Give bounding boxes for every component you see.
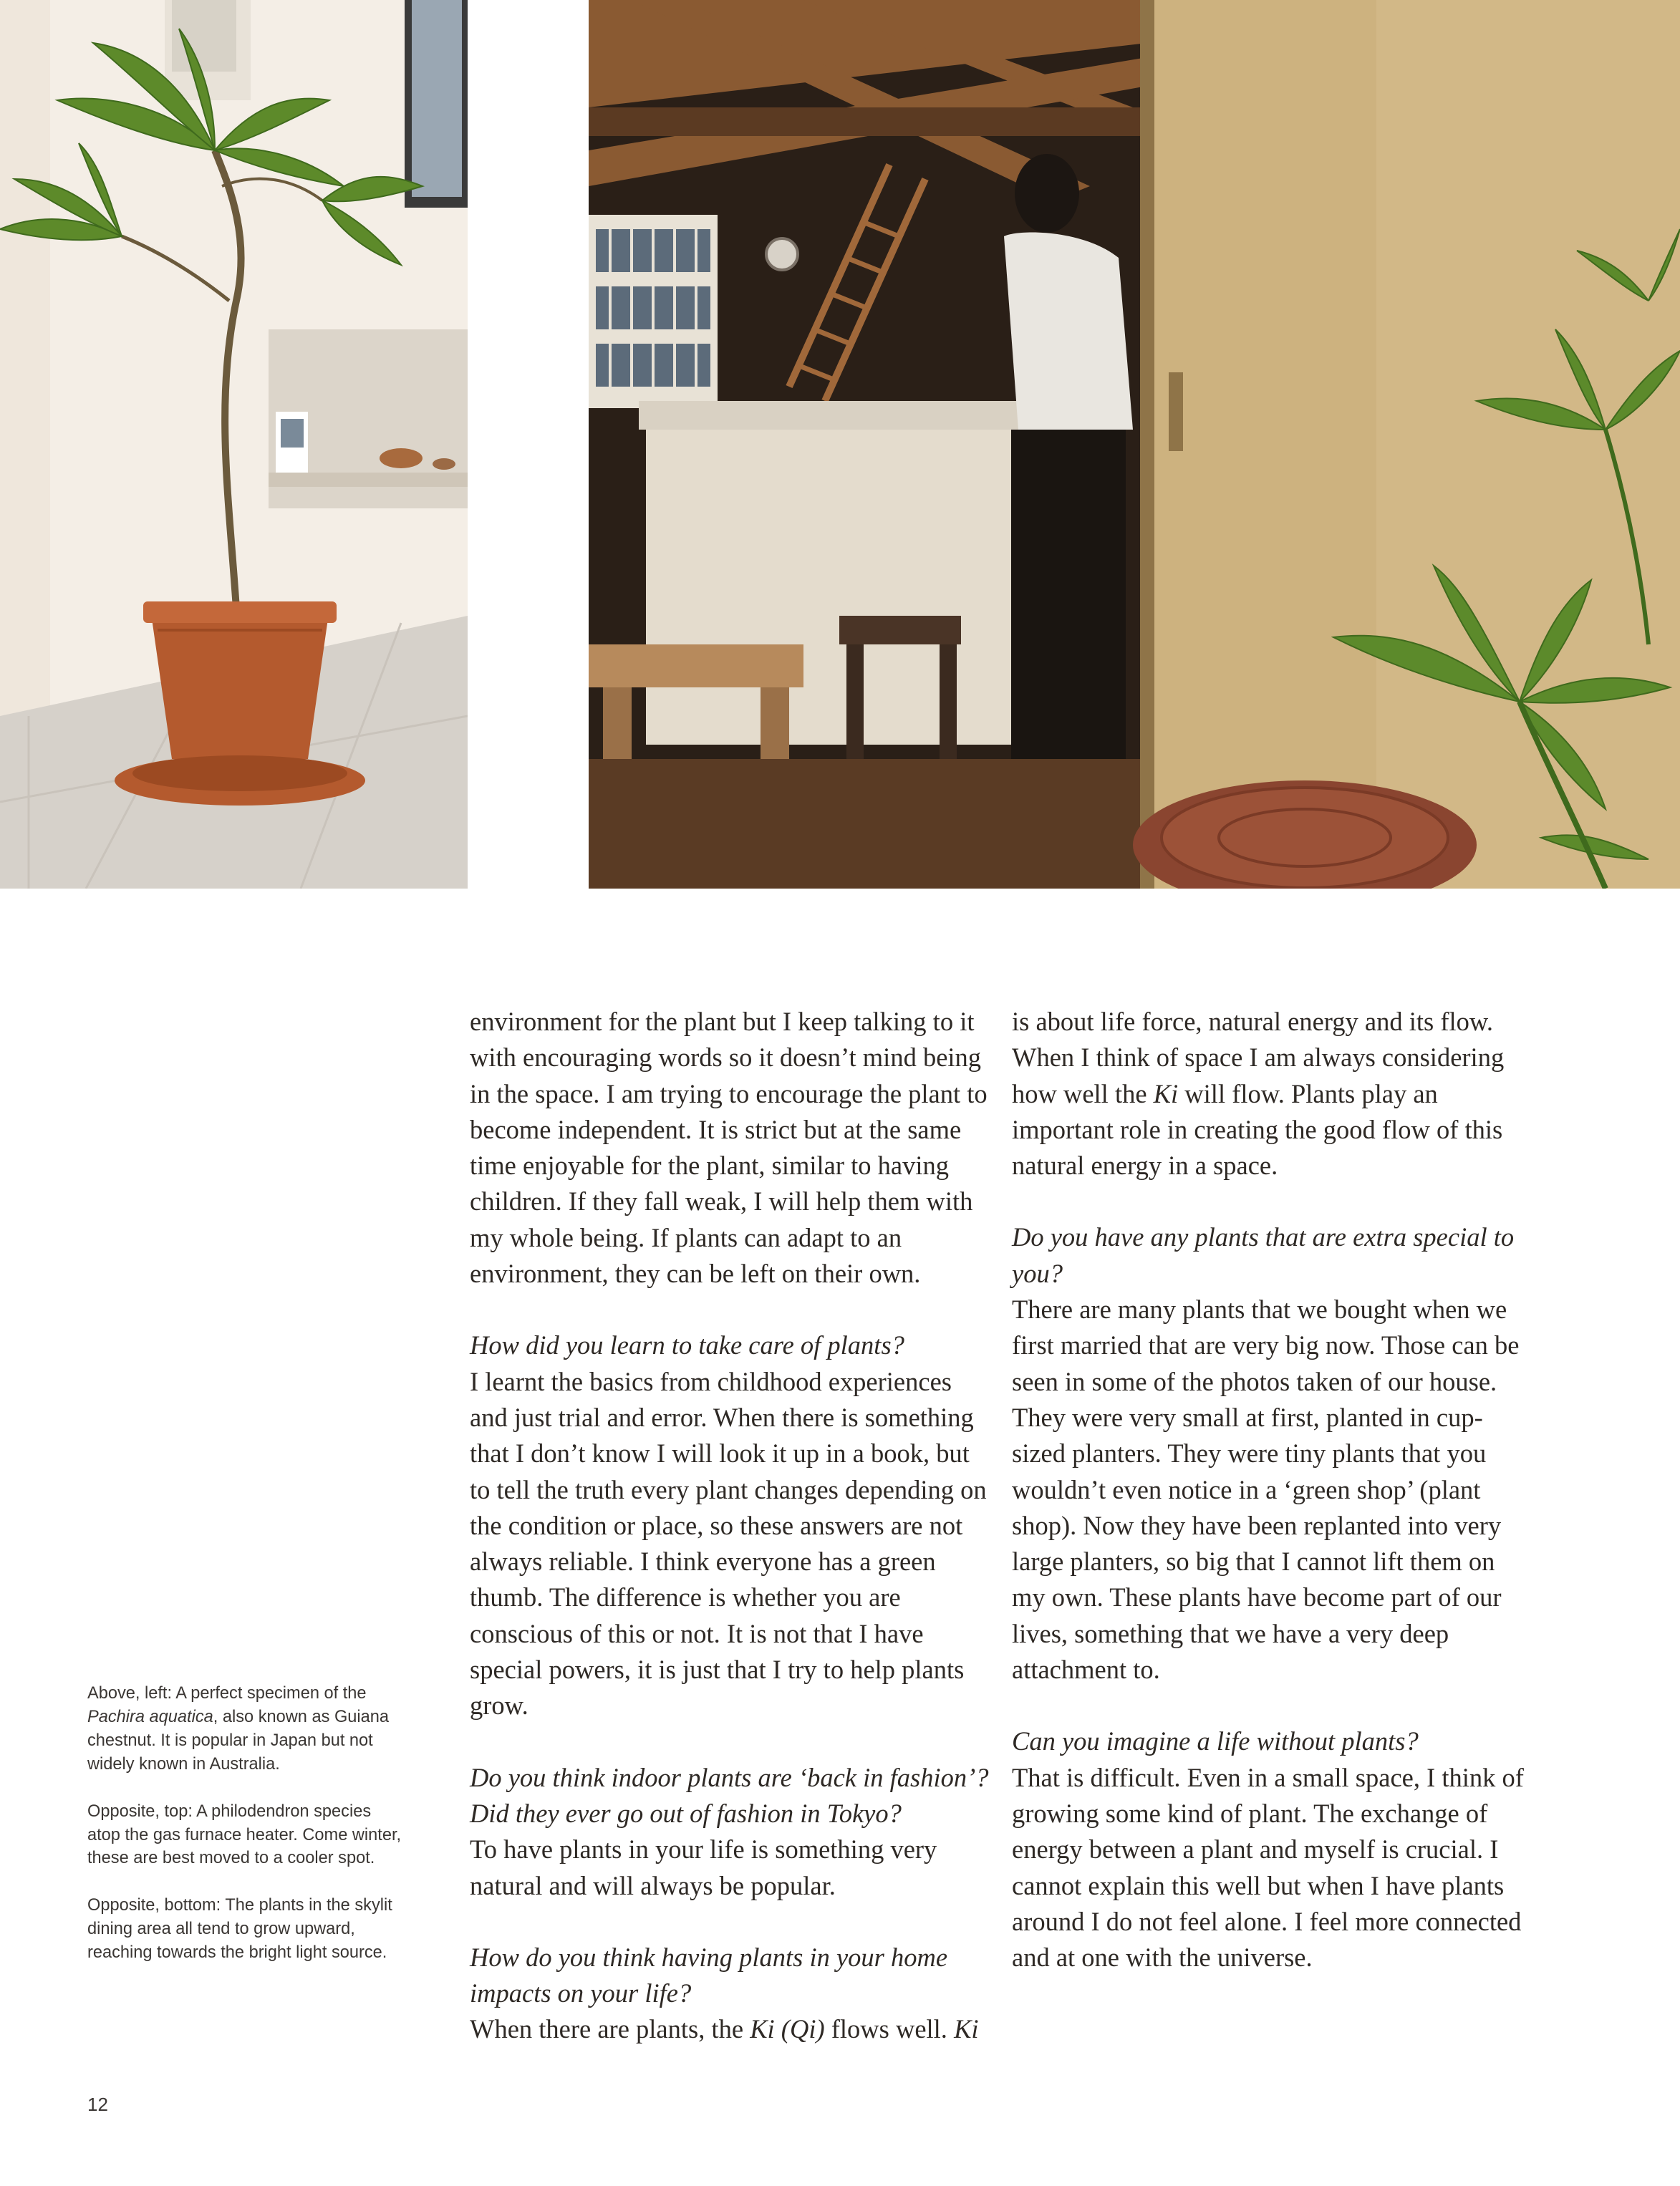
paragraph: environment for the plant but I keep talking to it with encouraging words so it doesn’t mind being in the space. I am trying to encourage the plant to become independent. It is strict but at the same time enjoyable for the plant, similar to having children. If they fall weak, I will help them with my whole being. If plants can adapt to an environment, they can be left on their own.: [470, 1007, 988, 1289]
photo-kitchen-dining: [589, 0, 1680, 889]
species-name: Pachira aquatica: [87, 1707, 213, 1726]
answer-text: flows well.: [824, 2014, 955, 2044]
kitchen-interior-illustration: [589, 0, 1680, 889]
photo-captions: [87, 1682, 402, 1965]
paragraph-text: is about life force, natural energy and its flow. When I think of space I am always considering how well the: [1012, 1007, 1505, 1108]
paragraph: [1012, 1004, 1527, 1184]
ki-term: Ki: [954, 2014, 979, 2044]
interview-answer: [470, 2014, 979, 2044]
caption-opposite-top: Opposite, top: A philodendron species atop the gas furnace heater. Come winter, these are best moved to a cooler spot.: [87, 1801, 402, 1868]
interview-answer: I learnt the basics from childhood experiences and just trial and error. When there is something that I don’t know I will look it up in a book, but to tell the truth every plant changes depending on the condition or place, so these answers are not always reliable. I think everyone has a green thumb. The difference is whether you are conscious of this or not. It is not that I have special powers, it is just that I try to help plants grow.: [470, 1366, 987, 1721]
interview-question: Do you have any plants that are extra special to you?: [1012, 1222, 1515, 1288]
photo-pachira-aquatica: [0, 0, 468, 889]
caption-text: Above, left: A perfect specimen of the: [87, 1684, 367, 1703]
qa-block: [1012, 1219, 1527, 1688]
qa-block: [470, 1760, 993, 1904]
ki-term: Ki: [1153, 1078, 1179, 1108]
interview-question: How did you learn to take care of plants?: [470, 1330, 904, 1360]
answer-text: When there are plants, the: [470, 2014, 750, 2044]
interview-answer: There are many plants that we bought when we first married that are very big now. Those can be seen in some of the photos taken of our house. They were very small at first, planted in cup-sized planters. They were tiny plants that you wouldn’t even notice in a ‘green shop’ (plant shop). Now they have been replanted into very large planters, so big that I cannot lift them on my own. These plants have become part of our lives, something that we have a very deep attachment to.: [1012, 1295, 1520, 1685]
interview-question: How do you think having plants in your home impacts on your life?: [470, 1942, 948, 2008]
interview-question: Do you think indoor plants are ‘back in fashion’? Did they ever go out of fashion in Tokyo?: [470, 1762, 989, 1828]
pachira-plant-illustration: [0, 0, 468, 889]
article-column-right: [1012, 1004, 1527, 1975]
page-number: 12: [87, 2094, 108, 2115]
paragraph-text: will flow. Plants play an important role in creating the good flow of this natural energy in a space.: [1012, 1078, 1503, 1181]
qa-block: [470, 1940, 993, 2048]
interview-question: Can you imagine a life without plants?: [1012, 1726, 1419, 1756]
caption-opposite-bottom: Opposite, bottom: The plants in the skylit dining area all tend to grow upward, reaching towards the bright light source.: [87, 1896, 392, 1963]
qa-block: [1012, 1723, 1527, 1975]
caption-text: , also known as Guiana chestnut. It is popular in Japan but not widely known in Australia.: [87, 1707, 390, 1774]
interview-answer: To have plants in your life is something very natural and will always be popular.: [470, 1834, 937, 1900]
qa-block: [470, 1327, 993, 1723]
interview-answer: That is difficult. Even in a small space, I think of growing some kind of plant. The exchange of energy between a plant and myself is crucial. I cannot explain this well but when I have plants around I do not feel alone. I feel more connected and at one with the universe.: [1012, 1762, 1524, 1973]
caption-above-left: [87, 1682, 402, 1776]
article-column-middle: [470, 1004, 993, 2048]
ki-term: Ki (Qi): [750, 2014, 825, 2044]
